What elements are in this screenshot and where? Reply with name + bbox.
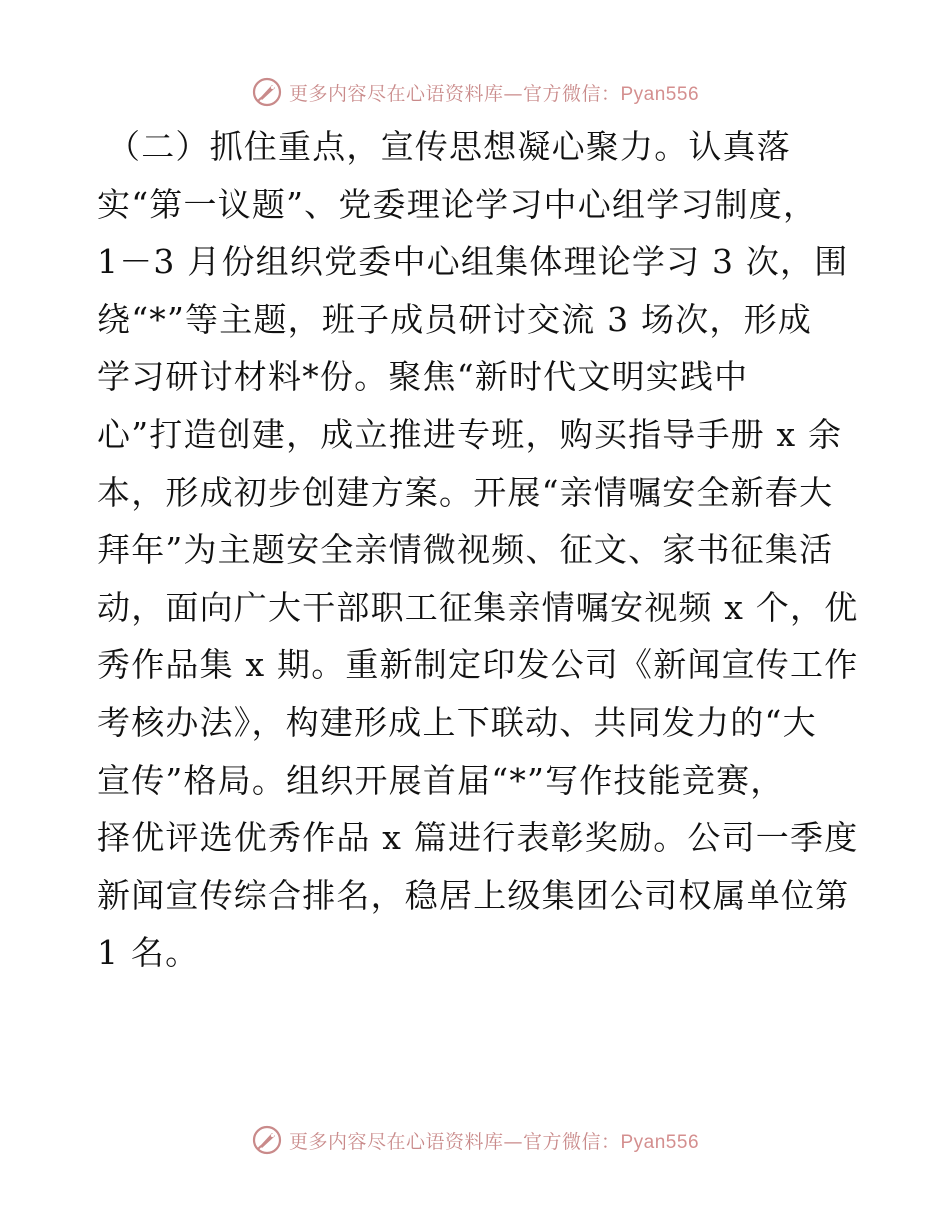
watermark-separator: — bbox=[503, 1130, 523, 1153]
pen-nib-logo-icon bbox=[251, 1124, 283, 1156]
paragraph-line: 心”打造创建，成立推进专班，购买指导手册 x 余 bbox=[97, 414, 843, 454]
paragraph-line: 本，形成初步创建方案。开展“亲情嘱安全新春大 bbox=[97, 472, 834, 512]
paragraph-line: 绕“*”等主题，班子成员研讨交流 3 场次，形成 bbox=[97, 299, 813, 339]
paragraph-line: 择优评选优秀作品 x 篇进行表彰奖励。公司一季度 bbox=[97, 818, 859, 858]
paragraph-line: 实“第一议题”、党委理论学习中心组学习制度， bbox=[97, 184, 818, 224]
paragraph-line: 考核办法》，构建形成上下联动、共同发力的“大 bbox=[97, 702, 817, 742]
paragraph-line: （二）抓住重点，宣传思想凝心聚力。认真落 bbox=[107, 127, 791, 166]
paragraph-line: 1－3 月份组织党委中心组集体理论学习 3 次，围 bbox=[97, 242, 849, 282]
watermark-separator: — bbox=[503, 82, 523, 105]
watermark-official: 官方微信： bbox=[522, 1130, 621, 1153]
paragraph-line: 学习研讨材料*份。聚焦“新时代文明实践中 bbox=[97, 357, 749, 397]
pen-nib-logo-icon bbox=[251, 76, 283, 108]
watermark-wechat-id: Pyan556 bbox=[620, 83, 700, 105]
paragraph-line: 动，面向广大干部职工征集亲情嘱安视频 x 个，优 bbox=[97, 587, 859, 627]
footer-watermark bbox=[0, 1120, 950, 1160]
paragraph-line: 拜年”为主题安全亲情微视频、征文、家书征集活 bbox=[97, 530, 834, 570]
paragraph-line: 1 名。 bbox=[97, 933, 200, 973]
watermark-brand: 更多内容尽在心语资料库 bbox=[288, 82, 504, 105]
header-watermark bbox=[0, 72, 950, 112]
watermark-official: 官方微信： bbox=[522, 82, 621, 105]
watermark-brand: 更多内容尽在心语资料库 bbox=[288, 1130, 504, 1153]
watermark-text bbox=[289, 1127, 699, 1154]
paragraph-line: 秀作品集 x 期。重新制定印发公司《新闻宣传工作 bbox=[97, 645, 859, 685]
watermark-wechat-id: Pyan556 bbox=[620, 1131, 700, 1153]
paragraph-line: 宣传”格局。组织开展首届“*”写作技能竞赛， bbox=[97, 760, 785, 800]
document-body bbox=[97, 118, 857, 982]
watermark-text bbox=[289, 79, 699, 106]
paragraph-line: 新闻宣传综合排名，稳居上级集团公司权属单位第 bbox=[97, 875, 850, 915]
